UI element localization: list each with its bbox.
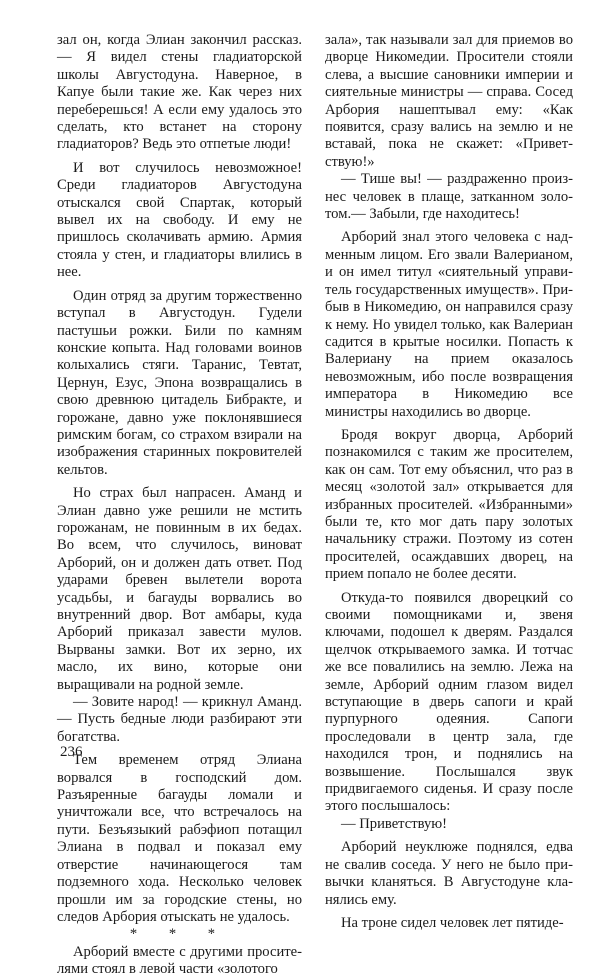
- paragraph: Но страх был напрасен. Аманд и Элиан давно уже решили не мстить горожанам, не повинным в их бедах. Во всем, что случилось, виноват Арборий, он и должен дать ответ. Под ударами бревен вылетели ворота усадьбы, и багауды ворвались во внутренний двор. Вот амбары, куда Арборий приказал завести мулов. Вырваны замки. Вот их зерно, их масло, их вино, которые они выращивали на родной земле.: [57, 485, 302, 693]
- paragraph: Арборий неуклюже поднялся, едва не свалив соседа. У него не было привычки кланяться. В Августодуне кланялись ему.: [325, 839, 573, 908]
- left-column: [57, 32, 302, 979]
- paragraph: — Тише вы! — раздраженно произнес человек в плаще, затканном золотом.— Забыли, где находитесь!: [325, 171, 573, 223]
- page-number: 236: [60, 744, 83, 760]
- right-column: [325, 32, 573, 932]
- paragraph: Один отряд за другим торжественно вступал в Августодун. Гудели пастушьи рожки. Били по камням конские копыта. Над головами воинов колыхались стяги. Таранис, Тевтат, Цернун, Езус, Эпона возвращались в свою древнюю цитадель Бибракте, и горожане, давно уже поклонявшиеся римским богам, со страхом взирали на изображения старинных покровителей кельтов.: [57, 287, 302, 478]
- paragraph: Тем временем отряд Элиана ворвался в господский дом. Разъяренные багауды ломали и уничтожали все, что встречалось на пути. Безъязыкий рабэфиоп потащил Элиана в подвал и показал ему отверстие начинающегося там подземного хода. Несколько человек прошли им за городские стены, но следов Арбория отыскать не удалось.: [57, 752, 302, 925]
- paragraph: Откуда-то появился дворецкий со своими помощниками и, звеня ключами, подошел к дверям. Раздался щелчок открываемого замка. И тотчас же все повалились на землю. Лежа на земле, Арборий одним глазом видел вступающие в дверь сапоги и край пурпурного одеяния. Сапоги проследовали в центр зала, где находился трон, и поднялись на возвышение. Послышался звук придвигаемого сиденья. И сразу после этого послышалось:: [325, 589, 573, 815]
- paragraph: На троне сидел человек лет пятиде-: [341, 914, 564, 931]
- paragraph: Арборий вместе с другими просителями стоял в левой части «золотого: [57, 943, 302, 978]
- section-divider: * * *: [129, 926, 230, 943]
- paragraph: зала», так называли зал для приемов во дворце Никомедии. Просители стояли слева, а высшие сановники империи и сиятельные министры — справа. Сосед Арбория нашептывал ему: «Как появится, сразу вались на землю и не вставай, пока не скажет: «Приветствую!»: [325, 32, 573, 170]
- paragraph: — Зовите народ! — крикнул Аманд.— Пусть бедные люди разбирают эти богатства.: [57, 694, 302, 745]
- paragraph: зал он, когда Элиан закончил рассказ.— Я видел стены гладиаторской школы Августодуна. Наверное, в Капуе были такие же. Как через них переберешься! А если ему удалось это сделать, кто встанет на сторону гладиаторов? Ведь это отпетые люди!: [57, 32, 302, 153]
- paragraph: Арборий знал этого человека с надменным лицом. Его звали Валерианом, и он имел титул «сиятельный управитель государственных имуществ». Прибыв в Никомедию, он направился сразу к нему. Но увидел только, как Валериан садится в крытые носилки. Попасть к Валериану на прием оказалось невозможным, ибо после возвращения императора в Никомедию все министры находились во дворце.: [325, 229, 573, 420]
- paragraph: Бродя вокруг дворца, Арборий познакомился с таким же просителем, как он сам. Тот ему объяснил, что раз в месяц «золотой зал» открывается для избранных просителей. «Избранными» были те, кто мог дать пару золотых начальнику стражи. Поэтому из сотен просителей, осаждавших дворец, на прием попало не более десяти.: [325, 426, 573, 583]
- paragraph: — Приветствую!: [341, 815, 448, 832]
- paragraph: И вот случилось невозможное! Среди гладиаторов Августодуна отыскался свой Спартак, который вывел их на свободу. И ему не пришлось сколачивать армию. Армия стояла у стен, и гладиаторы влились в нее.: [57, 159, 302, 281]
